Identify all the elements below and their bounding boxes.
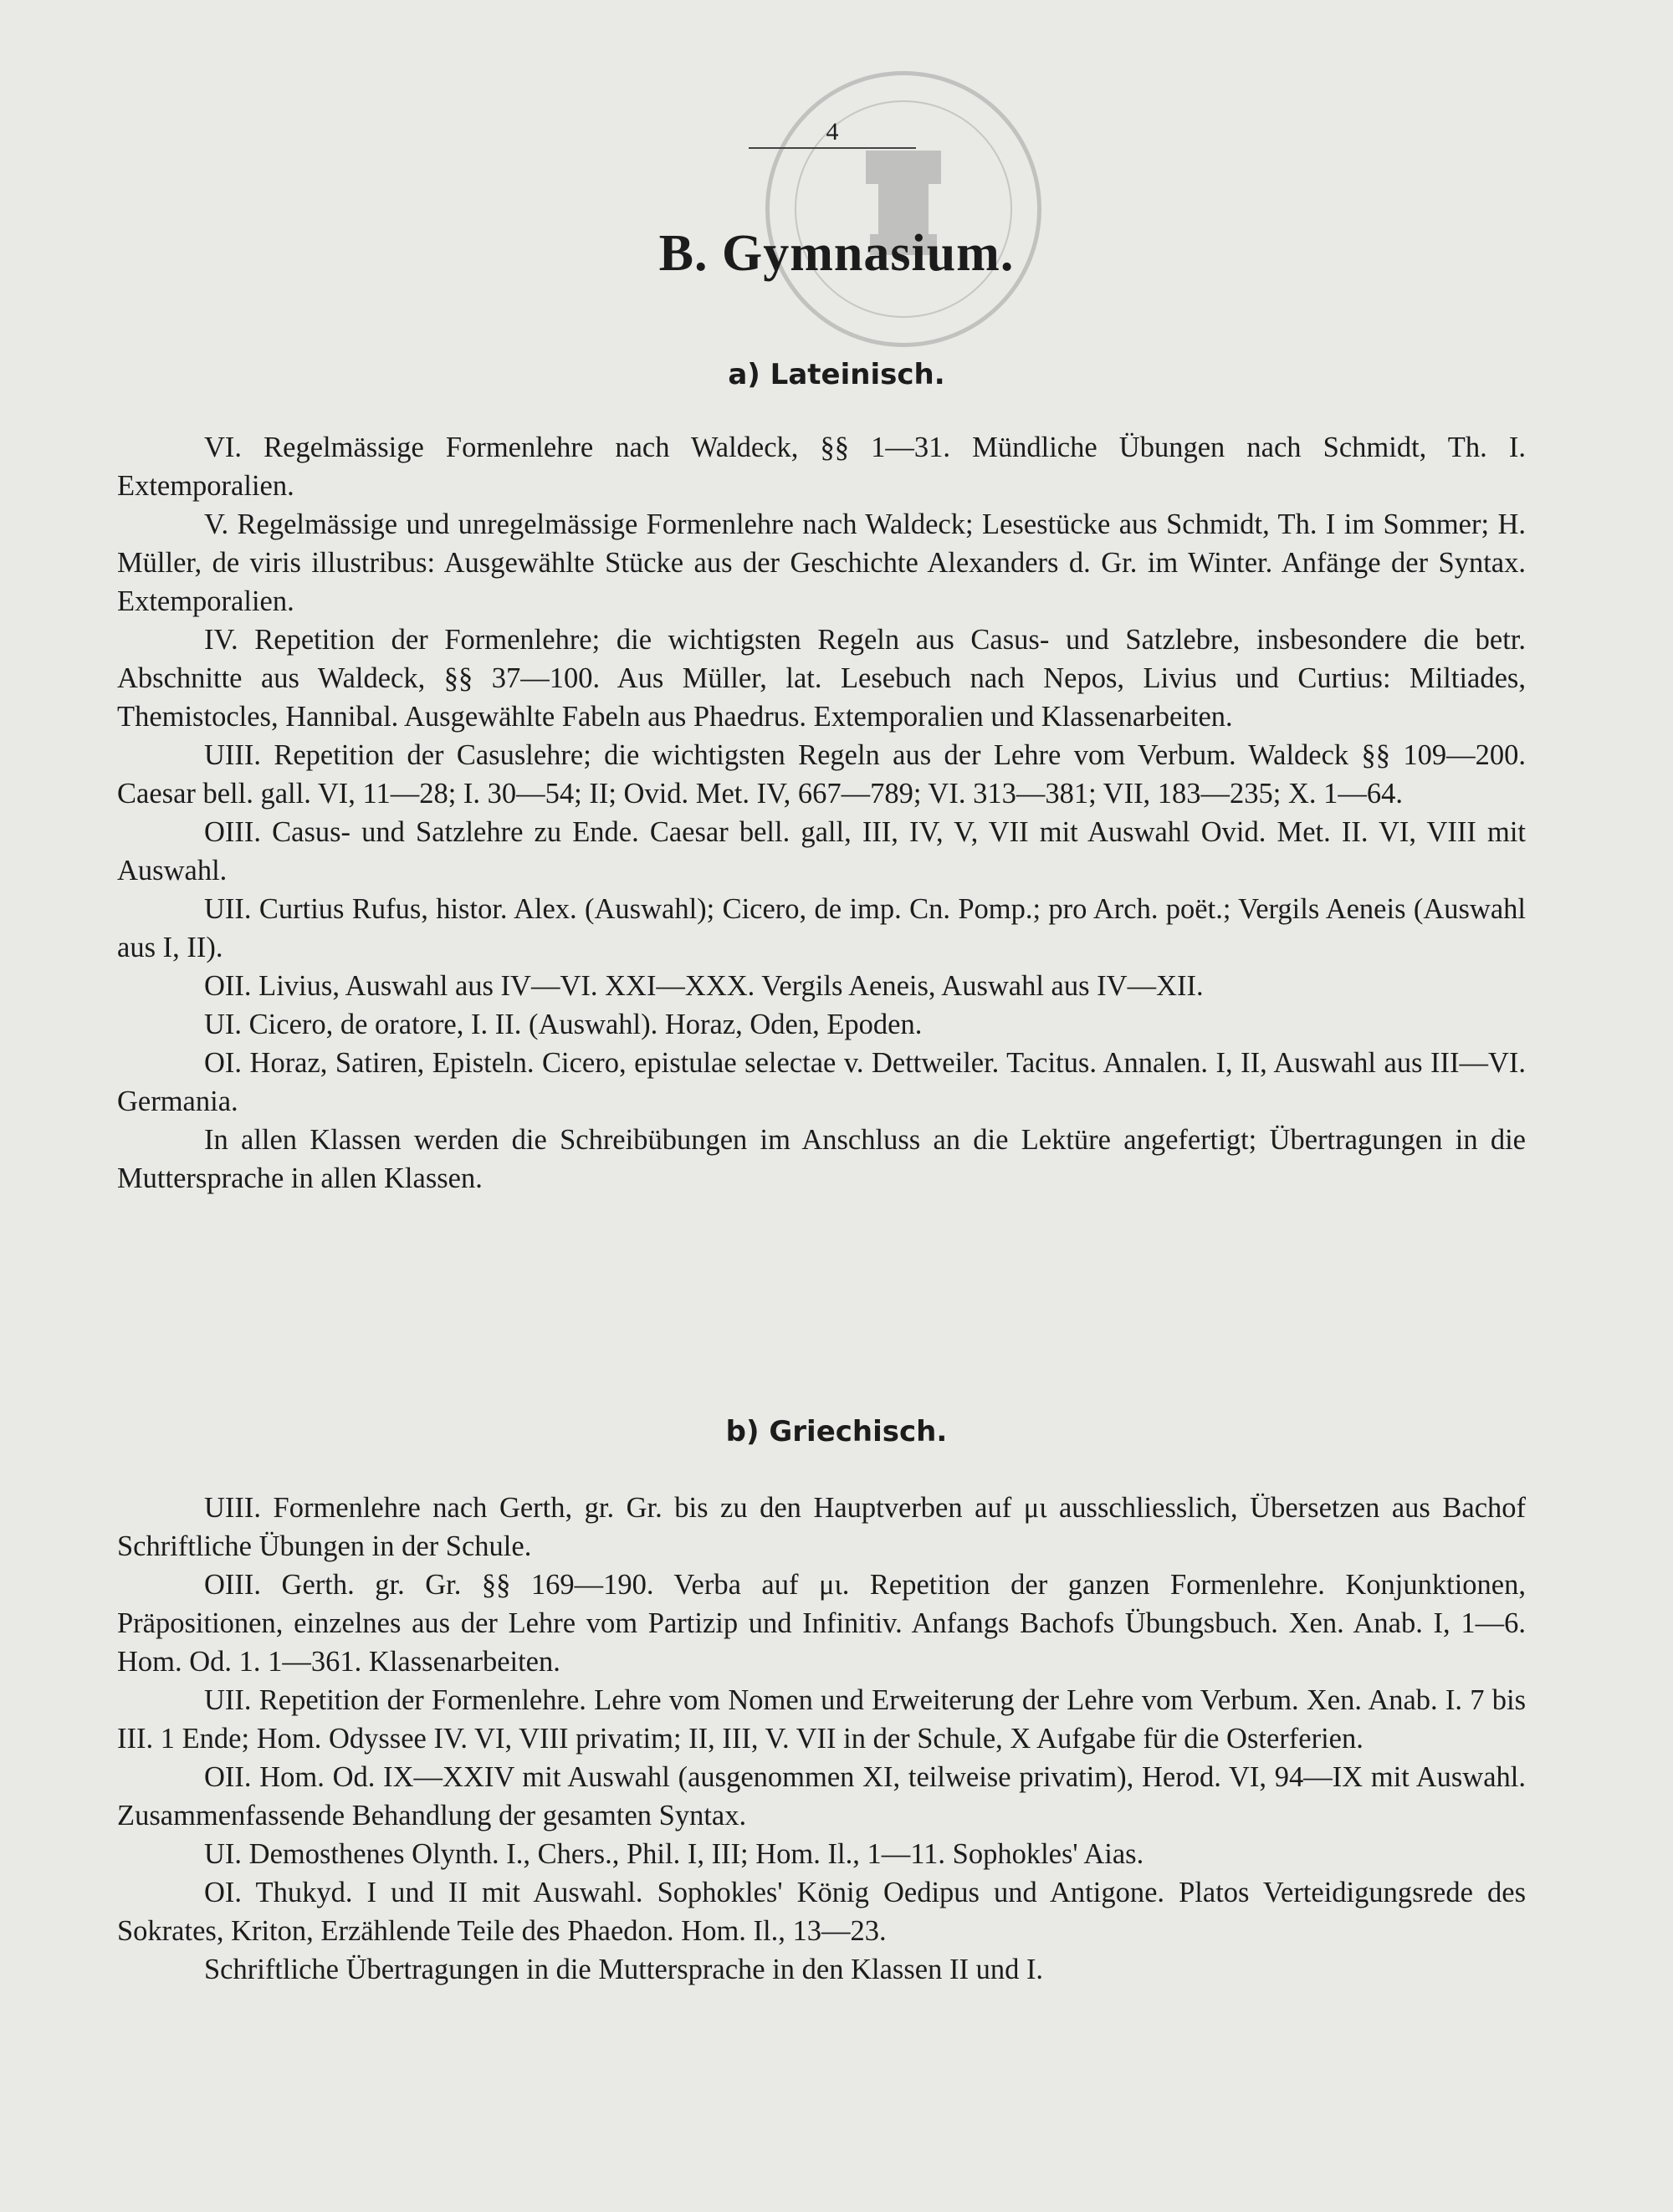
latin-section-body	[117, 428, 1526, 1198]
paragraph: OI. Thukyd. I und II mit Auswahl. Sophokles' König Oedipus und Antigone. Platos Verteidigungsrede des Sokrates, Kriton, Erzählende Teile des Phaedon. Hom. Il., 13—23.	[117, 1877, 1526, 1947]
paragraph: UI. Cicero, de oratore, I. II. (Auswahl). Horaz, Oden, Epoden.	[204, 1009, 923, 1040]
paragraph: IV. Repetition der Formenlehre; die wichtigsten Regeln aus Casus- und Satzlebre, insbesondere die betr. Abschnitte aus Waldeck, §§ 37—100. Aus Müller, lat. Lesebuch nach Nepos, Livius und Curtius: Miltiades, Themistocles, Hannibal. Ausgewählte Fabeln aus Phaedrus. Extemporalien und Klassenarbeiten.	[117, 624, 1526, 733]
section-heading-greek: b) Griechisch.	[725, 1415, 948, 1448]
library-stamp	[765, 71, 1041, 347]
greek-section-body	[117, 1489, 1526, 1989]
paragraph: UII. Curtius Rufus, histor. Alex. (Auswahl); Cicero, de imp. Cn. Pomp.; pro Arch. poët.; Vergils Aeneis (Auswahl aus I, II).	[117, 893, 1526, 963]
section-heading-latin: a) Lateinisch.	[728, 358, 945, 391]
page-title: B. Gymnasium.	[658, 225, 1015, 282]
paragraph: In allen Klassen werden die Schreibübungen im Anschluss an die Lektüre angefertigt; Übertragungen in die Muttersprache in allen Klassen.	[117, 1124, 1526, 1194]
paragraph: UIII. Formenlehre nach Gerth, gr. Gr. bis zu den Hauptverben auf μι ausschliesslich, Übersetzen aus Bachof Schriftliche Übungen in der Schule.	[117, 1492, 1526, 1562]
paragraph: Schriftliche Übertragungen in die Muttersprache in den Klassen II und I.	[204, 1954, 1044, 1985]
paragraph: OIII. Gerth. gr. Gr. §§ 169—190. Verba auf μι. Repetition der ganzen Formenlehre. Konjunktionen, Präpositionen, einzelnes aus der Lehre vom Partizip und Infinitiv. Anfangs Bachofs Übungsbuch. Xen. Anab. I, 1—6. Hom. Od. 1. 1—361. Klassenarbeiten.	[117, 1569, 1526, 1678]
paragraph: OII. Livius, Auswahl aus IV—VI. XXI—XXX. Vergils Aeneis, Auswahl aus IV—XII.	[204, 970, 1204, 1002]
paragraph: OII. Hom. Od. IX—XXIV mit Auswahl (ausgenommen XI, teilweise privatim), Herod. VI, 94—IX mit Auswahl. Zusammenfassende Behandlung der gesamten Syntax.	[117, 1761, 1526, 1831]
paragraph: VI. Regelmässige Formenlehre nach Waldeck, §§ 1—31. Mündliche Übungen nach Schmidt, Th. I. Extemporalien.	[117, 432, 1526, 502]
paragraph: V. Regelmässige und unregelmässige Formenlehre nach Waldeck; Lesestücke aus Schmidt, Th. I im Sommer; H. Müller, de viris illustribus: Ausgewählte Stücke aus der Geschichte Alexanders d. Gr. im Winter. Anfänge der Syntax. Extemporalien.	[117, 508, 1526, 617]
paragraph: OI. Horaz, Satiren, Episteln. Cicero, epistulae selectae v. Dettweiler. Tacitus. Annalen. I, II, Auswahl aus III—VI. Germania.	[117, 1047, 1526, 1117]
page-number: 4	[749, 117, 916, 149]
paragraph: OIII. Casus- und Satzlehre zu Ende. Caesar bell. gall, III, IV, V, VII mit Auswahl Ovid. Met. II. VI, VIII mit Auswahl.	[117, 816, 1526, 886]
paragraph: UI. Demosthenes Olynth. I., Chers., Phil. I, III; Hom. Il., 1—11. Sophokles' Aias.	[204, 1838, 1144, 1870]
paragraph: UIII. Repetition der Casuslehre; die wichtigsten Regeln aus der Lehre vom Verbum. Waldeck §§ 109—200. Caesar bell. gall. VI, 11—28; I. 30—54; II; Ovid. Met. IV, 667—789; VI. 313—381; VII, 183—235; X. 1—64.	[117, 739, 1526, 810]
paragraph: UII. Repetition der Formenlehre. Lehre vom Nomen und Erweiterung der Lehre vom Verbum. Xen. Anab. I. 7 bis III. 1 Ende; Hom. Odyssee IV. VI, VIII privatim; II, III, V. VII in der Schule, X Aufgabe für die Osterferien.	[117, 1684, 1526, 1755]
